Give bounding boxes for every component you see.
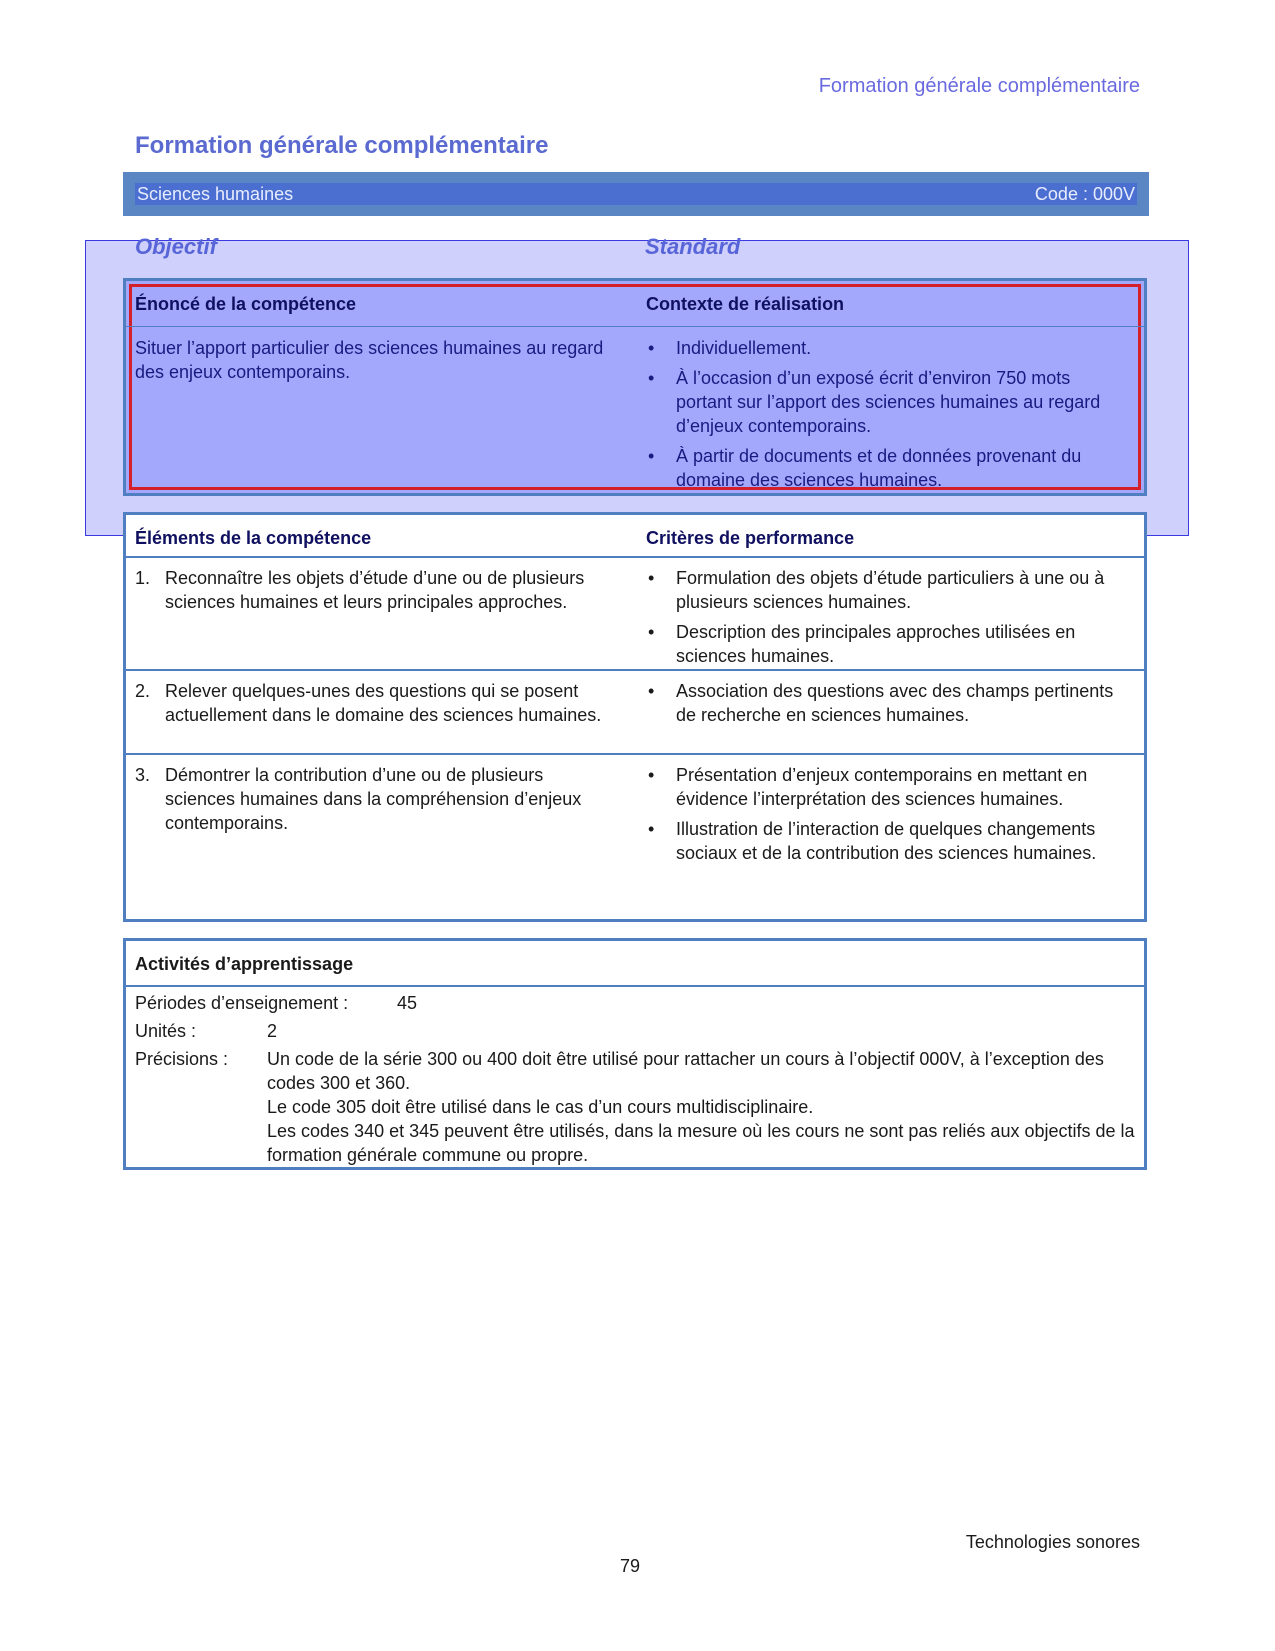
- element-text: Reconnaître les objets d’étude d’une ou de plusieurs sciences humaines et leurs principales approches.: [165, 568, 585, 612]
- criteria-list: [646, 566, 1136, 674]
- discipline-band: [123, 172, 1149, 216]
- section-headings: [135, 234, 1145, 264]
- elements-table: [123, 512, 1147, 922]
- standard-heading: Standard: [645, 234, 741, 259]
- list-item: • Individuellement.: [646, 336, 1126, 360]
- precisions-text: [267, 1047, 1137, 1167]
- criteres-header: Critères de performance: [646, 528, 855, 548]
- unites-label: Unités :: [135, 1021, 197, 1041]
- periodes-label: Périodes d’enseignement :: [135, 993, 349, 1013]
- element-number: 2.: [135, 681, 151, 701]
- table-row: [126, 669, 1144, 755]
- precisions-row: [135, 1047, 1135, 1167]
- enonce-header: Énoncé de la compétence: [135, 294, 357, 314]
- activites-body: [135, 991, 1135, 1167]
- list-item: • Formulation des objets d’étude particuliers à une ou à plusieurs sciences humaines.: [646, 566, 1136, 614]
- objectif-heading: Objectif: [135, 234, 217, 259]
- precisions-label: Précisions :: [135, 1049, 229, 1069]
- contexte-list: [646, 336, 1126, 498]
- list-item: • Illustration de l’interaction de quelques changements sociaux et de la contribution des sciences humaines.: [646, 817, 1136, 865]
- page-title: Formation générale complémentaire: [135, 132, 549, 159]
- list-item: • Description des principales approches utilisées en sciences humaines.: [646, 620, 1136, 668]
- unites-value: 2: [267, 1021, 278, 1041]
- activites-header: Activités d’apprentissage: [135, 954, 354, 974]
- page-number: 79: [620, 1556, 641, 1576]
- element-text: Relever quelques-unes des questions qui se posent actuellement dans le domaine des sciences humaines.: [165, 681, 602, 725]
- enonce-text: Situer l’apport particulier des sciences humaines au regard des enjeux contemporains.: [135, 338, 604, 382]
- enonce-table: [123, 278, 1147, 496]
- footer-program: Technologies sonores: [965, 1532, 1140, 1552]
- list-item: • Présentation d’enjeux contemporains en mettant en évidence l’interprétation des sciences humaines.: [646, 763, 1136, 811]
- list-item: • À l’occasion d’un exposé écrit d’environ 750 mots portant sur l’apport des sciences humaines au regard d’enjeux contemporains.: [646, 366, 1126, 438]
- elements-header-row: [126, 515, 1144, 559]
- precision-line: Les codes 340 et 345 peuvent être utilisés, dans la mesure où les cours ne sont pas reliés aux objectifs de la formation générale commune ou propre.: [267, 1121, 1135, 1165]
- table-row: [126, 753, 1144, 921]
- list-item: • À partir de documents et de données provenant du domaine des sciences humaines.: [646, 444, 1126, 492]
- list-item: • Association des questions avec des champs pertinents de recherche en sciences humaines.: [646, 679, 1136, 727]
- periodes-row: [135, 991, 1135, 1019]
- discipline-name: Sciences humaines: [137, 183, 294, 204]
- objective-code: Code : 000V: [1034, 183, 1135, 204]
- elements-header: Éléments de la compétence: [135, 528, 372, 548]
- unites-row: [135, 1019, 1135, 1047]
- contexte-header: Contexte de réalisation: [646, 294, 845, 314]
- element-number: 1.: [135, 568, 151, 588]
- table-row: [126, 556, 1144, 671]
- periodes-value: 45: [397, 993, 418, 1013]
- precision-line: Un code de la série 300 ou 400 doit être utilisé pour rattacher un cours à l’objectif 000V, à l’exception des codes 300 et 360.: [267, 1049, 1104, 1093]
- element-text: Démontrer la contribution d’une ou de plusieurs sciences humaines dans la compréhension d’enjeux contemporains.: [165, 765, 582, 833]
- precision-line: Le code 305 doit être utilisé dans le cas d’un cours multidisciplinaire.: [267, 1097, 814, 1117]
- element-number: 3.: [135, 765, 151, 785]
- activites-header-row: [126, 941, 1144, 987]
- running-header: Formation générale complémentaire: [818, 75, 1140, 97]
- criteria-list: [646, 679, 1136, 733]
- enonce-header-row: [126, 281, 1144, 327]
- activites-table: [123, 938, 1147, 1170]
- criteria-list: [646, 763, 1136, 871]
